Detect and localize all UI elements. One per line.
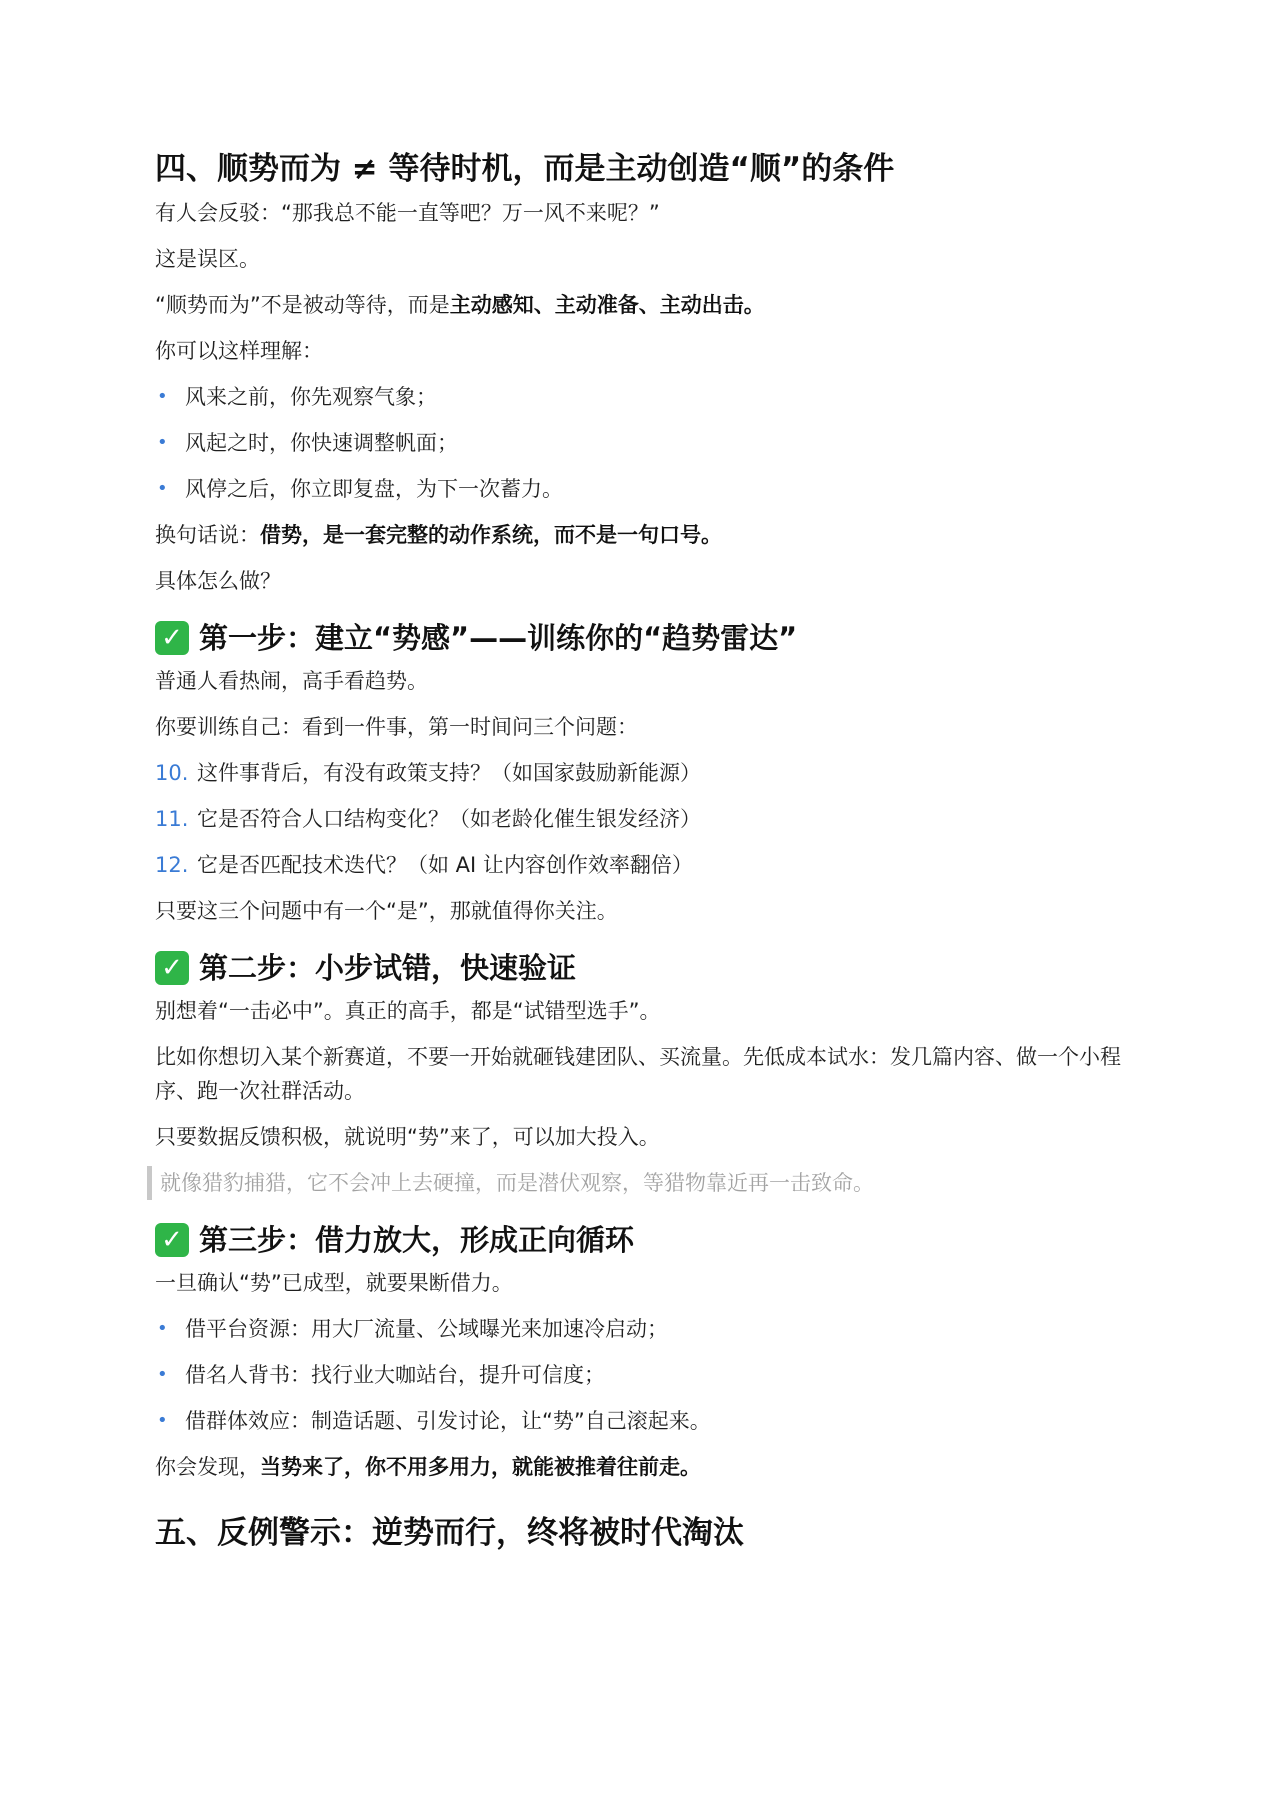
- list-item: [155, 380, 1133, 414]
- bullet-dot-icon: •: [157, 1410, 168, 1431]
- bold-text: 主动感知、主动准备、主动出击。: [449, 293, 765, 317]
- text-span: 你会发现，: [155, 1455, 260, 1479]
- bold-text: 当势来了，你不用多用力，就能被推着往前走。: [260, 1455, 701, 1479]
- paragraph: 普通人看热闹，高手看趋势。: [155, 669, 428, 693]
- numbered-list: [155, 756, 1133, 882]
- paragraph: [155, 1450, 1133, 1484]
- list-number: 10.: [155, 761, 189, 785]
- list-item-text: 借名人背书：找行业大咖站台，提升可信度；: [185, 1363, 605, 1387]
- list-item-text: 风停之后，你立即复盘，为下一次蓄力。: [185, 477, 563, 501]
- section-4-heading: 四、顺势而为 ≠ 等待时机，而是主动创造“顺”的条件: [155, 151, 895, 187]
- bullet-dot-icon: •: [157, 1364, 168, 1385]
- text-span: 换句话说：: [155, 523, 260, 547]
- paragraph: [155, 518, 1133, 552]
- bullet-dot-icon: •: [157, 386, 168, 407]
- list-item: [155, 472, 1133, 506]
- list-item-text: 它是否匹配技术迭代？（如 AI 让内容创作效率翻倍）: [197, 853, 693, 877]
- paragraph: 比如你想切入某个新赛道，不要一开始就砸钱建团队、买流量。先低成本试水：发几篇内容、做一个小程序、跑一次社群活动。: [155, 1045, 1121, 1103]
- paragraph: 你可以这样理解：: [155, 339, 323, 363]
- bullet-dot-icon: •: [157, 478, 168, 499]
- bullet-dot-icon: •: [157, 1318, 168, 1339]
- bullet-list: [155, 1312, 1133, 1438]
- list-number: 12.: [155, 853, 189, 877]
- paragraph: 只要这三个问题中有一个“是”，那就值得你关注。: [155, 899, 618, 923]
- list-item: [155, 802, 1133, 836]
- list-item-text: 风起之时，你快速调整帆面；: [185, 431, 458, 455]
- step-3-heading: [155, 1220, 1133, 1260]
- bullet-dot-icon: •: [157, 432, 168, 453]
- list-item: [155, 426, 1133, 460]
- heading-text: 第三步：借力放大，形成正向循环: [199, 1223, 635, 1257]
- bold-text: 借势，是一套完整的动作系统，而不是一句口号。: [260, 523, 722, 547]
- paragraph: [155, 288, 1133, 322]
- paragraph: 别想着“一击必中”。真正的高手，都是“试错型选手”。: [155, 999, 661, 1023]
- list-item: [155, 1312, 1133, 1346]
- text-span: “顺势而为”不是被动等待，而是: [155, 293, 450, 317]
- list-item: [155, 1358, 1133, 1392]
- list-item-text: 风来之前，你先观察气象；: [185, 385, 437, 409]
- paragraph: 这是误区。: [155, 247, 260, 271]
- list-item-text: 它是否符合人口结构变化？（如老龄化催生银发经济）: [197, 807, 701, 831]
- paragraph: 具体怎么做？: [155, 569, 281, 593]
- list-number: 11.: [155, 807, 189, 831]
- list-item-text: 借平台资源：用大厂流量、公域曝光来加速冷启动；: [185, 1317, 668, 1341]
- section-5-heading: 五、反例警示：逆势而行，终将被时代淘汰: [155, 1515, 744, 1551]
- list-item: [155, 756, 1133, 790]
- paragraph: 一旦确认“势”已成型，就要果断借力。: [155, 1271, 513, 1295]
- list-item: [155, 848, 1133, 882]
- check-mark-button-icon: ✓: [155, 1223, 189, 1257]
- paragraph: 有人会反驳：“那我总不能一直等吧？万一风不来呢？”: [155, 201, 660, 225]
- list-item: [155, 1404, 1133, 1438]
- step-2-heading: [155, 948, 1133, 988]
- paragraph: 你要训练自己：看到一件事，第一时间问三个问题：: [155, 715, 638, 739]
- quote-block: 就像猎豹捕猎，它不会冲上去硬撞，而是潜伏观察，等猎物靠近再一击致命。: [147, 1166, 1133, 1200]
- paragraph: 只要数据反馈积极，就说明“势”来了，可以加大投入。: [155, 1125, 660, 1149]
- bullet-list: [155, 380, 1133, 506]
- list-item-text: 这件事背后，有没有政策支持？（如国家鼓励新能源）: [197, 761, 701, 785]
- check-mark-button-icon: ✓: [155, 621, 189, 655]
- heading-text: 第二步：小步试错，快速验证: [199, 951, 577, 985]
- step-1-heading: [155, 618, 1133, 658]
- check-mark-button-icon: ✓: [155, 951, 189, 985]
- heading-text: 第一步：建立“势感”——训练你的“趋势雷达”: [199, 621, 798, 655]
- list-item-text: 借群体效应：制造话题、引发讨论，让“势”自己滚起来。: [185, 1409, 711, 1433]
